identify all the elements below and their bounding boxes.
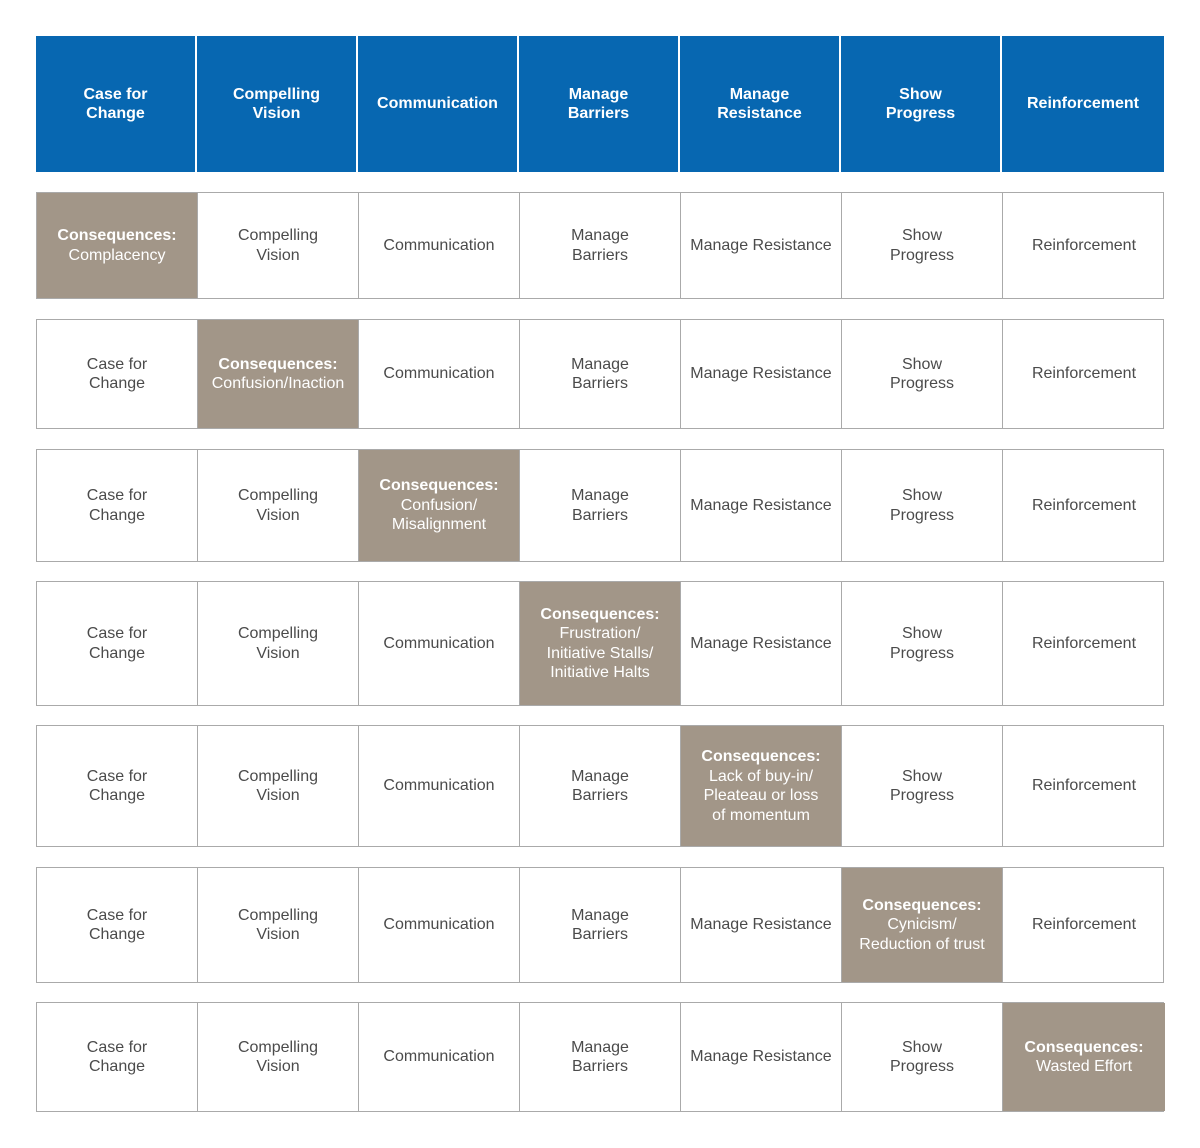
cell-compelling-vision: Compelling Vision (198, 193, 359, 298)
header-reinforcement: Reinforcement (1026, 95, 1140, 113)
cell-communication: Communication (359, 320, 520, 428)
cell-manage-barriers: Manage Barriers (520, 1003, 681, 1111)
cell-manage-resistance: Manage Resistance (681, 193, 842, 298)
consequence-title: Consequences: (57, 227, 177, 244)
cell-reinforcement: Reinforcement (1031, 496, 1137, 514)
consequence-text: Complacency (68, 246, 166, 264)
cell-compelling-vision: Compelling Vision (198, 1003, 359, 1111)
cell-compelling-vision: Compelling Vision (198, 582, 359, 705)
cell-communication: Communication (359, 868, 520, 982)
cell-show-progress: Show Progress (842, 450, 1003, 561)
cell-manage-barriers: Manage Barriers (520, 320, 681, 428)
cell-manage-resistance: Manage Resistance (681, 1003, 842, 1111)
cell-case-for-change: Case for Change (37, 1003, 198, 1111)
consequence-title: Consequences: (218, 355, 338, 373)
consequence-cell (842, 868, 1003, 982)
scenario-row-complacency (36, 192, 1164, 299)
cell-show-progress: Show Progress (842, 582, 1003, 705)
scenario-row-lack-of-buy-in (36, 725, 1164, 847)
consequence-cell (520, 582, 681, 705)
cell-manage-resistance: Manage Resistance (681, 320, 842, 428)
header-compelling-vision: Compelling Vision (197, 36, 358, 172)
header-case-for-change: Case for Change (36, 36, 197, 172)
cell-case-for-change: Case for Change (37, 726, 198, 846)
consequence-text: Wasted Effort (1035, 1058, 1133, 1075)
cell-reinforcement: Reinforcement (1031, 777, 1137, 795)
cell-manage-barriers: Manage Barriers (520, 726, 681, 846)
consequence-text: Frustration/ Initiative Stalls/ Initiative Halts (546, 625, 654, 681)
cell-show-progress: Show Progress (842, 1003, 1003, 1111)
cell-show-progress: Show Progress (842, 726, 1003, 846)
header-show-progress: Show Progress (841, 36, 1002, 172)
cell-manage-barriers: Manage Barriers (520, 868, 681, 982)
consequence-cell (681, 726, 842, 846)
cell-reinforcement: Reinforcement (1031, 236, 1137, 254)
consequence-cell (359, 450, 520, 561)
cell-case-for-change: Case for Change (37, 868, 198, 982)
scenario-row-cynicism (36, 867, 1164, 983)
cell-manage-resistance: Manage Resistance (681, 582, 842, 705)
cell-reinforcement: Reinforcement (1031, 916, 1137, 934)
consequence-text: Cynicism/ Reduction of trust (859, 916, 985, 953)
cell-compelling-vision: Compelling Vision (198, 726, 359, 846)
cell-show-progress: Show Progress (842, 320, 1003, 428)
cell-compelling-vision: Compelling Vision (198, 450, 359, 561)
cell-compelling-vision: Compelling Vision (198, 868, 359, 982)
cell-case-for-change: Case for Change (37, 450, 198, 561)
consequence-title: Consequences: (1024, 1038, 1144, 1056)
cell-communication: Communication (359, 1003, 520, 1111)
cell-show-progress: Show Progress (842, 193, 1003, 298)
consequence-text: Confusion/Inaction (211, 375, 345, 392)
scenario-row-misalignment (36, 449, 1164, 562)
cell-reinforcement: Reinforcement (1031, 365, 1137, 383)
consequence-cell (37, 193, 198, 298)
consequence-title: Consequences: (540, 605, 660, 623)
consequence-text: Confusion/ Misalignment (391, 496, 487, 534)
cell-manage-barriers: Manage Barriers (520, 193, 681, 298)
consequence-title: Consequences: (862, 896, 982, 914)
cell-communication: Communication (359, 582, 520, 705)
cell-manage-barriers: Manage Barriers (520, 450, 681, 561)
consequence-cell (1003, 1003, 1165, 1111)
scenario-row-confusion-inaction (36, 319, 1164, 429)
cell-case-for-change: Case for Change (37, 582, 198, 705)
header-manage-barriers: Manage Barriers (519, 36, 680, 172)
cell-manage-resistance: Manage Resistance (681, 450, 842, 561)
consequence-title: Consequences: (701, 748, 821, 765)
scenario-row-wasted-effort (36, 1002, 1164, 1112)
cell-manage-resistance: Manage Resistance (681, 868, 842, 982)
consequence-cell (198, 320, 359, 428)
header-row (36, 36, 1164, 172)
consequence-title: Consequences: (379, 477, 499, 495)
cell-case-for-change: Case for Change (37, 320, 198, 428)
header-communication: Communication (358, 36, 519, 172)
cell-reinforcement: Reinforcement (1031, 634, 1137, 652)
cell-communication: Communication (359, 193, 520, 298)
scenario-row-frustration (36, 581, 1164, 706)
header-manage-resistance: Manage Resistance (680, 36, 841, 172)
consequence-text: Lack of buy-in/ Pleateau or loss of momentum (703, 767, 819, 824)
cell-communication: Communication (359, 726, 520, 846)
